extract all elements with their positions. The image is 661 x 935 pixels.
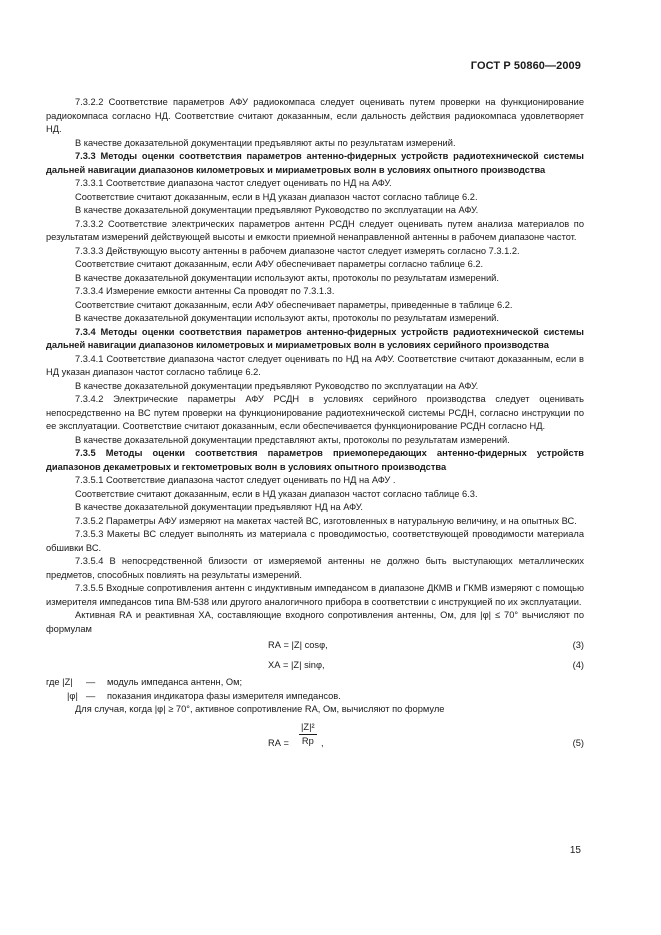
paragraph: Соответствие считают доказанным, если АФУ обеспечивает параметры, приведенные в таблице 6.2.: [75, 299, 513, 310]
formula-lhs: RА =: [268, 737, 289, 748]
formula-number: (5): [572, 737, 584, 748]
document-body: [46, 96, 584, 765]
paragraph: В качестве доказательной документации предъявляют Руководство по эксплуатации на АФУ.: [75, 205, 479, 215]
paragraph: В качестве доказательной документации используют акты, протоколы по результатам измерений.: [75, 313, 499, 323]
paragraph: Соответствие считают доказанным, если АФУ обеспечивает параметры согласно таблице 6.2.: [75, 259, 484, 269]
paragraph: В качестве доказательной документации предъявляют Руководство по эксплуатации на АФУ.: [75, 380, 479, 391]
paragraph: 7.3.3.1 Соответствие диапазона частот следует оценивать по НД на АФУ.: [75, 178, 392, 188]
paragraph: 7.3.3.3 Действующую высоту антенны в рабочем диапазоне частот следует измерять согласно 7.3.1.2.: [75, 245, 520, 256]
formula-number: (3): [572, 640, 584, 650]
where-dash: —: [86, 677, 96, 687]
section-heading: 7.3.3 Методы оценки соответствия параметров антенно-фидерных устройств радиотехнической системы дальней навигации диапазонов километровых и мириаметровых волн в условиях опытного производства: [46, 151, 584, 175]
paragraph: Соответствие считают доказанным, если в НД указан диапазон частот согласно таблице 6.2.: [75, 191, 478, 202]
section-heading: 7.3.4 Методы оценки соответствия параметров антенно-фидерных устройств радиотехнической системы дальней навигации диапазонов километровых и мириаметровых волн в условиях серийного производства: [46, 326, 584, 350]
paragraph: В качестве доказательной документации предъявляют акты по результатам измерений.: [75, 137, 456, 148]
formula-fraction: [299, 721, 317, 749]
paragraph: 7.3.5.3 Макеты ВС следует выполнять из материала с проводимостью, соответствующей проводимости материала обшивки ВС.: [46, 529, 584, 553]
standard-header: ГОСТ Р 50860—2009: [470, 60, 581, 72]
formula-3: [46, 636, 584, 656]
where-symbol: |φ|: [67, 690, 78, 701]
paragraph: Активная RА и реактивная XА, составляющие входного сопротивления антенны, Ом, для |φ| ≤ 70° вычисляют по формулам: [46, 610, 584, 634]
paragraph: 7.3.5.2 Параметры АФУ измеряют на макетах частей ВС, изготовленных в натуральную величину, и на опытных ВС.: [75, 515, 577, 526]
paragraph: 7.3.4.2 Электрические параметры АФУ РСДН в условиях серийного производства следует оценивать непосредственно на ВС путем проверки на функционирование радиотехнической системы РСДН, согласно инструкции по ее эксплуатации. Соответствие считают доказанным, если обеспечивается функционирование РСДН согласно НД.: [46, 394, 584, 431]
section-heading: 7.3.5 Методы оценки соответствия параметров приемопередающих антенно-фидерных устройств диапазонов декаметровых и гектометровых волн в условиях опытного производства: [46, 448, 584, 472]
paragraph: В качестве доказательной документации предъявляют НД на АФУ.: [75, 502, 363, 512]
where-description: модуль импеданса антенн, Ом;: [107, 677, 243, 687]
paragraph: Для случая, когда |φ| ≥ 70°, активное сопротивление RА, Ом, вычисляют по формуле: [75, 704, 445, 714]
page-number: 15: [569, 845, 581, 856]
formula-expression: RА = |Z| cosφ,: [268, 640, 328, 650]
where-line: [46, 676, 584, 690]
fraction-denominator: Rр: [301, 736, 314, 746]
paragraph: 7.3.5.5 Входные сопротивления антенн с индуктивным импедансом в диапазоне ДКМВ и ГКМВ измеряют с помощью измерителя импедансов типа ВМ-538 или другого аналогичного прибора в соответствии с инструкцией по их эксплуатации.: [46, 583, 584, 607]
fraction-numerator: |Z|²: [299, 721, 317, 736]
where-symbol: где |Z|: [46, 677, 73, 687]
paragraph: В качестве доказательной документации используют акты, протоколы по результатам измерений.: [75, 272, 499, 283]
paragraph: 7.3.5.4 В непосредственной близости от измеряемой антенны не должно быть выступающих металлических предметов, способных повлиять на результаты измерений.: [46, 556, 584, 580]
paragraph: 7.3.2.2 Соответствие параметров АФУ радиокомпаса следует оценивать путем проверки на функционирование радиокомпаса согласно НД. Соответствие считают доказанным, если дальность действия радиокомпаса удовлетворяет НД.: [46, 97, 584, 134]
paragraph: 7.3.5.1 Соответствие диапазона частот следует оценивать по НД на АФУ .: [75, 475, 396, 485]
where-dash: —: [86, 690, 96, 701]
paragraph: 7.3.4.1 Соответствие диапазона частот следует оценивать по НД на АФУ. Соответствие считают доказанным, если в НД указан диапазон частот согласно таблице 6.2.: [46, 353, 584, 377]
formula-expression: XА = |Z| sinφ,: [268, 660, 325, 670]
formula-5: [46, 721, 584, 765]
paragraph: 7.3.3.4 Измерение емкости антенны Cа проводят по 7.3.1.3.: [75, 286, 335, 296]
paragraph: 7.3.3.2 Соответствие электрических параметров антенн РСДН следует оценивать путем анализа материалов по результатам измерений действующей высоты и емкости приемной ненаправленной антенны в рабочем диапазоне частот.: [46, 218, 584, 242]
paragraph: Соответствие считают доказанным, если в НД указан диапазон частот согласно таблице 6.3.: [75, 488, 478, 499]
where-line: [46, 690, 584, 704]
where-description: показания индикатора фазы измерителя импедансов.: [107, 690, 341, 701]
formula-comma: ,: [321, 737, 324, 748]
formula-4: [46, 656, 584, 676]
paragraph: В качестве доказательной документации представляют акты, протоколы по результатам измерений.: [75, 434, 510, 445]
formula-number: (4): [572, 660, 584, 670]
